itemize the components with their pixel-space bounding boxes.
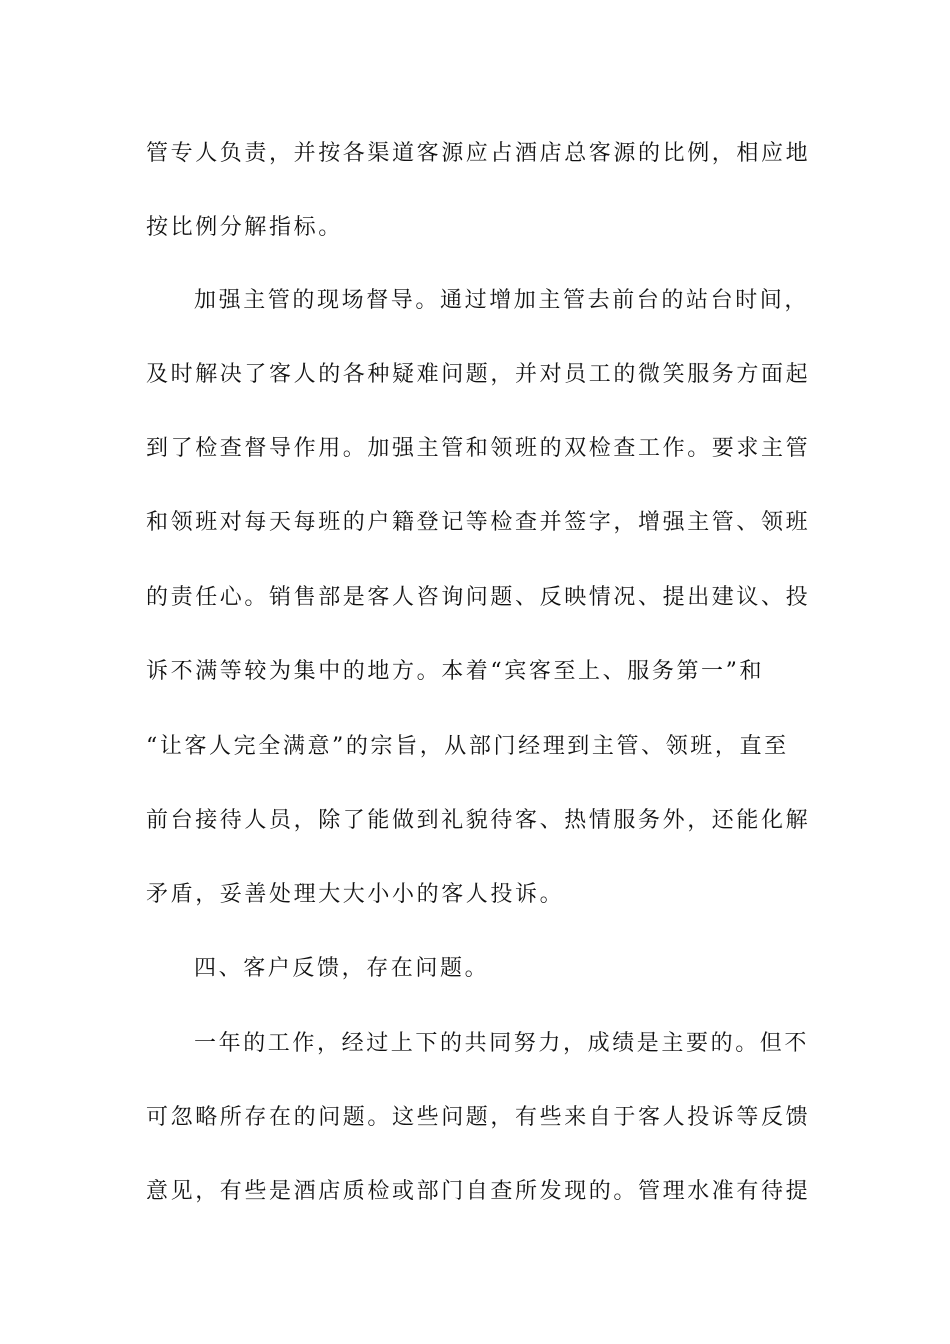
text-line-6: 和领班对每天每班的户籍登记等检查并签字，增强主管、领班 — [146, 510, 811, 535]
text-line-5: 到了检查督导作用。加强主管和领班的双检查工作。要求主管 — [146, 436, 811, 461]
text-line-15: 意见，有些是酒店质检或部门自查所发现的。管理水准有待提 — [146, 1179, 811, 1204]
text-line-10: 前台接待人员，除了能做到礼貌待客、热情服务外，还能化解 — [146, 808, 811, 833]
text-line-9: “让客人完全满意”的宗旨，从部门经理到主管、领班，直至 — [146, 734, 789, 759]
paragraph-start-supervision: 加强主管的现场督导。通过增加主管去前台的站台时间， — [194, 288, 810, 313]
text-line-4: 及时解决了客人的各种疑难问题，并对员工的微笑服务方面起 — [146, 362, 811, 387]
text-line-7: 的责任心。销售部是客人咨询问题、反映情况、提出建议、投 — [146, 585, 811, 610]
text-line-1: 管专人负责，并按各渠道客源应占酒店总客源的比例，相应地 — [146, 141, 811, 166]
text-line-14: 可忽略所存在的问题。这些问题，有些来自于客人投诉等反馈 — [146, 1105, 811, 1130]
paragraph-start-year-work: 一年的工作，经过上下的共同努力，成绩是主要的。但不 — [194, 1031, 810, 1056]
text-line-8: 诉不满等较为集中的地方。本着“宾客至上、服务第一”和 — [146, 659, 765, 684]
section-heading-feedback: 四、客户反馈，存在问题。 — [194, 956, 490, 981]
text-line-2: 按比例分解指标。 — [146, 215, 343, 240]
text-line-11: 矛盾，妥善处理大大小小的客人投诉。 — [146, 882, 565, 907]
